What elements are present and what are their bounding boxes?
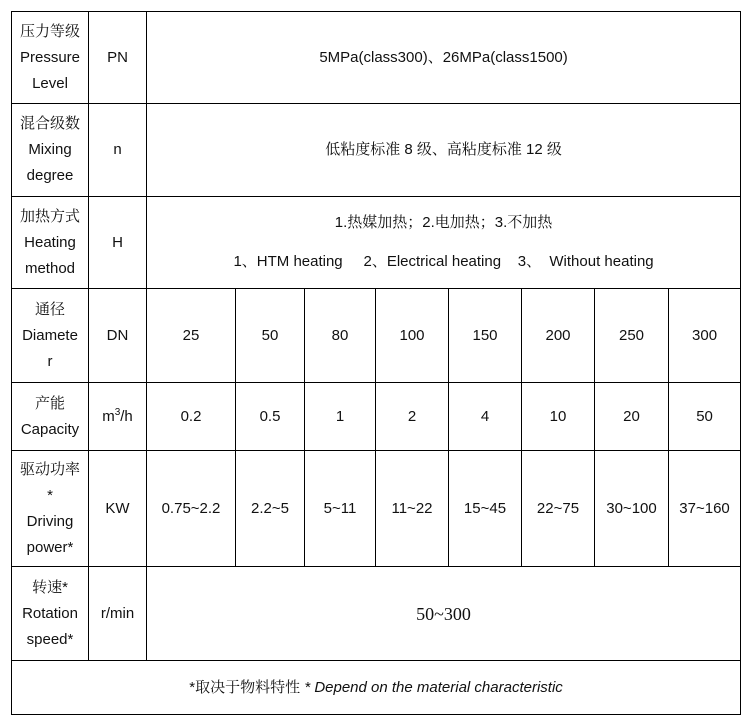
diameter-cell: 80: [305, 289, 376, 383]
capacity-cell: 2: [376, 383, 449, 451]
diameter-cell: 25: [147, 289, 236, 383]
label-line: Capacity: [20, 420, 80, 438]
mixing-value: 低粘度标准 8 级、高粘度标准 12 级: [147, 104, 741, 197]
table-row-mixing: [12, 104, 741, 197]
label-line: method: [24, 259, 76, 277]
label-line: 产能: [34, 394, 65, 412]
power-cell: 15~45: [449, 451, 522, 567]
power-cell: 22~75: [522, 451, 595, 567]
diameter-cell: 50: [236, 289, 305, 383]
capacity-cell: 50: [669, 383, 741, 451]
row-label-speed: [12, 567, 89, 661]
capacity-cell: 4: [449, 383, 522, 451]
label-line: 转速*: [32, 578, 68, 596]
row-symbol-heating: H: [89, 197, 147, 289]
spec-table: [11, 11, 741, 715]
label-line: Rotation: [22, 604, 78, 622]
power-cell: 5~11: [305, 451, 376, 567]
power-cell: 11~22: [376, 451, 449, 567]
label-line: Mixing: [28, 141, 72, 158]
label-line: Diamete: [22, 326, 78, 344]
label-line: *: [47, 486, 53, 504]
power-cell: 30~100: [595, 451, 669, 567]
diameter-cell: 250: [595, 289, 669, 383]
footnote: [12, 661, 741, 715]
row-symbol-speed: r/min: [89, 567, 147, 661]
row-label-mixing: [12, 104, 89, 197]
row-label-capacity: [12, 383, 89, 451]
unit-tail: /h: [120, 407, 133, 425]
label-line: Heating: [24, 233, 76, 251]
row-symbol-power: KW: [89, 451, 147, 567]
label-line: degree: [26, 167, 74, 184]
footnote-cn: *取决于物料特性: [189, 678, 305, 696]
row-symbol-pressure: PN: [89, 12, 147, 104]
label-line: speed*: [26, 630, 74, 648]
diameter-cell: 100: [376, 289, 449, 383]
footnote-en: * Depend on the material characteristic: [304, 678, 563, 696]
table-row-power: [12, 451, 741, 567]
table-row-speed: [12, 567, 741, 661]
row-label-power: [12, 451, 89, 567]
capacity-cell: 0.5: [236, 383, 305, 451]
label-line: r: [47, 352, 53, 370]
label-line: 驱动功率: [19, 460, 80, 478]
unit-superscript: 3: [114, 406, 121, 418]
heating-value-cn: 1.热媒加热；2.电加热；3.不加热: [334, 214, 553, 231]
table-row-capacity: [12, 383, 741, 451]
label-line: 加热方式: [19, 207, 80, 225]
label-line: Level: [32, 74, 68, 92]
unit-base: m: [102, 407, 115, 425]
table-row-heating: [12, 197, 741, 289]
table-row-note: [12, 661, 741, 715]
heating-value: [147, 197, 741, 289]
table-row-pressure: [12, 12, 741, 104]
label-line: power*: [26, 538, 74, 556]
label-line: Driving: [26, 512, 74, 530]
diameter-cell: 150: [449, 289, 522, 383]
label-line: 压力等级: [19, 22, 80, 40]
label-line: Pressure: [19, 48, 81, 66]
row-label-diameter: [12, 289, 89, 383]
row-label-heating: [12, 197, 89, 289]
power-cell: 2.2~5: [236, 451, 305, 567]
pressure-value: 5MPa(class300)、26MPa(class1500): [147, 12, 741, 104]
capacity-cell: 1: [305, 383, 376, 451]
row-symbol-capacity: [89, 383, 147, 451]
power-cell: 37~160: [669, 451, 741, 567]
label-line: 通径: [34, 300, 65, 318]
row-symbol-mixing: n: [89, 104, 147, 197]
row-symbol-diameter: DN: [89, 289, 147, 383]
speed-value: 50~300: [147, 567, 741, 661]
capacity-cell: 20: [595, 383, 669, 451]
capacity-cell: 0.2: [147, 383, 236, 451]
label-line: 混合级数: [19, 115, 80, 132]
row-label-pressure: [12, 12, 89, 104]
power-cell: 0.75~2.2: [147, 451, 236, 567]
diameter-cell: 200: [522, 289, 595, 383]
diameter-cell: 300: [669, 289, 741, 383]
heating-value-en: 1、HTM heating 2、Electrical heating 3、 Without heating: [233, 253, 654, 270]
spec-table-container: [11, 11, 741, 715]
table-row-diameter: [12, 289, 741, 383]
capacity-cell: 10: [522, 383, 595, 451]
